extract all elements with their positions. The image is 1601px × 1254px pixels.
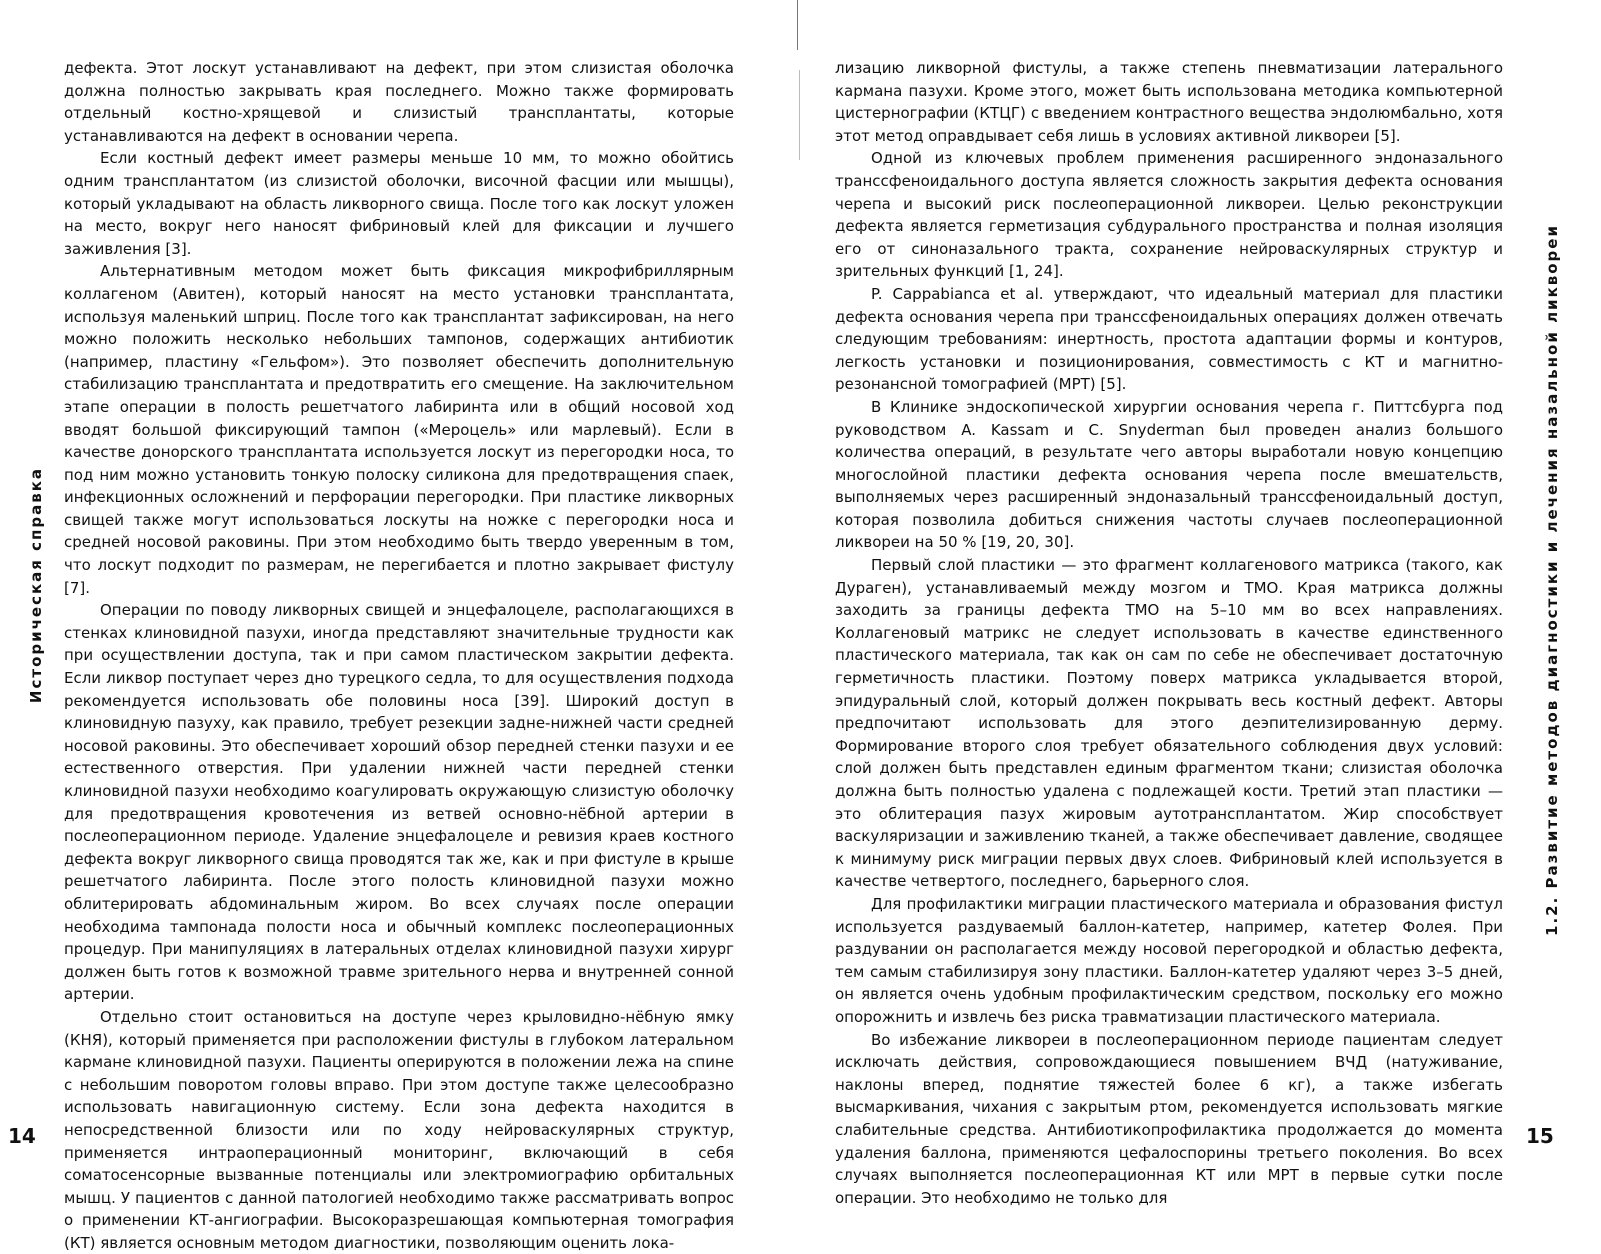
left-body-text bbox=[64, 57, 734, 1254]
paragraph: Операции по поводу ликворных свищей и энцефалоцеле, располагающихся в стенках клиновидной пазухи, иногда представляют значительные трудности как при осуществлении доступа, так и при самом пластическом закрытии дефекта. Если ликвор поступает через дно турецкого седла, то для осуществления подхода рекомендуется использовать обе половины носа [39]. Широкий доступ в клиновидную пазуху, как правило, требует резекции задне-нижней части средней носовой раковины. Это обеспечивает хороший обзор передней стенки пазухи и ее естественного отверстия. При удалении нижней части передней стенки клиновидной пазухи необходимо коагулировать окружающую слизистую оболочку для предотвращения кровотечения из ветвей основно-нёбной артерии в послеоперационном периоде. Удаление энцефалоцеле и ревизия краев костного дефекта вокруг ликворного свища проводятся так же, как и при фистуле в крыше решетчатого лабиринта. После этого полость клиновидной пазухи можно облитерировать абдоминальным жиром. Во всех случаях после операции необходима тампонада полости носа и обычный комплекс послеоперационных процедур. При манипуляциях в латеральных отделах клиновидной пазухи хирург должен быть готов к возможной травме зрительного нерва и внутренней сонной артерии. bbox=[64, 601, 734, 1004]
left-page bbox=[0, 0, 800, 1252]
paragraph: Для профилактики миграции пластического материала и образования фистул используется раздуваемый баллон-катетер, например, катетер Фолея. При раздувании он располагается между носовой перегородкой и областью дефекта, тем самым стабилизируя зону пластики. Баллон-катетер удаляют через 3–5 дней, он является очень удобным профилактическим средством, поскольку его можно опорожнить и извлечь без риска травматизации пластического материала. bbox=[835, 894, 1503, 1026]
paragraph: Отдельно стоит остановиться на доступе через крыловидно-нёбную ямку (КНЯ), который применяется при расположении фистулы в глубоком латеральном кармане клиновидной пазухи. Пациенты оперируются в положении лежа на спине с небольшим поворотом головы вправо. При этом доступе также целесообразно использовать навигационную систему. Если зона дефекта находится в непосредственной близости или по ходу нейроваскулярных структур, применяется интраоперационный мониторинг, включающий в себя соматосенсорные вызванные потенциалы или электромиографию орбитальных мышц. У пациентов с данной патологией необходимо также рассматривать вопрос о применении КТ-ангиографии. Высокоразрешающая компьютерная томография (КТ) является основным методом диагностики, позволяющим оценить лока- bbox=[64, 1007, 734, 1252]
paragraph: Если костный дефект имеет размеры меньше 10 мм, то можно обойтись одним трансплантатом (из слизистой оболочки, височной фасции или мышцы), который укладывают на область ликворного свища. После того как лоскут уложен на место, вокруг него наносят фибриновый клей для фиксации и лучшего заживления [3]. bbox=[64, 149, 734, 258]
paragraph: Во избежание ликвореи в послеоперационном периоде пациентам следует исключать действия, сопровождающиеся повышением ВЧД (натуживание, наклоны вперед, поднятие тяжестей более 6 кг), а также избегать высмаркивания, чихания с закрытым ртом, рекомендуется использовать мягкие слабительные средства. Антибиотикопрофилактика продолжается до момента удаления баллона, применяются цефалоспорины третьего поколения. Во всех случаях выполняется послеоперационная КТ или МРТ в первые сутки после операции. Это необходимо не только для bbox=[835, 1030, 1503, 1207]
right-page bbox=[801, 0, 1601, 1231]
page-number: 14 bbox=[8, 1124, 36, 1148]
paragraph: В Клинике эндоскопической хирургии основания черепа г. Питтсбурга под руководством A. Kassam и C. Snyderman был проведен анализ большого количества операций, в результате чего авторы выработали новую концепцию многослойной пластики дефекта основания черепа после вмешательств, выполняемых через расширенный эндоназальный транссфеноидальный доступ, которая позволила добиться снижения частоты случаев послеоперационной ликвореи на 50 % [19, 20, 30]. bbox=[835, 397, 1503, 552]
paragraph: P. Cappabianca et al. утверждают, что идеальный материал для пластики дефекта основания черепа при транссфеноидальных операциях должен отвечать следующим требованиям: инертность, простота адаптации формы и контуров, легкость установки и позиционирования, совместимость с КТ и магнитно-резонансной томографией (МРТ) [5]. bbox=[835, 284, 1503, 394]
page-number: 15 bbox=[1526, 1124, 1554, 1148]
paragraph: лизацию ликворной фистулы, а также степень пневматизации латерального кармана пазухи. Кроме этого, может быть использована методика компьютерной цистернографии (КТЦГ) с введением контрастного вещества эндолюмбально, хотя этот метод оправдывает себя лишь в условиях активной ликвореи [5]. bbox=[835, 59, 1503, 145]
paragraph: Первый слой пластики — это фрагмент коллагенового матрикса (такого, как Дураген), устанавливаемый между мозгом и ТМО. Края матрикса должны заходить за границы дефекта ТМО на 5–10 мм во всех направлениях. Коллагеновый матрикс не следует использовать в качестве единственного пластического материала, так как он сам по себе не обеспечивает достаточную герметичность пластики. Поэтому поверх матрикса укладывается второй, эпидуральный слой, который должен покрывать весь костный дефект. Авторы предпочитают использовать для этого деэпителизированную дерму. Формирование второго слоя требует обязательного соблюдения двух условий: слой должен быть представлен единым фрагментом ткани; слизистая оболочка должна быть полностью удалена с подлежащей кости. Третий этап пластики — это облитерация пазух жировым аутотрансплантатом. Жир способствует васкуляризации и заживлению тканей, а также обеспечивает давление, сводящее к минимуму риск миграции первых двух слоев. Фибриновый клей используется в качестве четвертого, последнего, барьерного слоя. bbox=[835, 556, 1503, 891]
running-title: 1.2. Развитие методов диагностики и лечения назальной ликвореи bbox=[1543, 224, 1561, 936]
paragraph: Альтернативным методом может быть фиксация микрофибриллярным коллагеном (Авитен), который наносят на место установки трансплантата, используя маленький шприц. После того как трансплантат зафиксирован, на него можно положить несколько небольших тампонов, содержащих антибиотик (например, пластину «Гельфом»). Это позволяет обеспечить дополнительную стабилизацию трансплантата и предотвратить его смещение. На заключительном этапе операции в полость решетчатого лабиринта или в общий носовой ход вводят большой фиксирующий тампон («Мероцель» или марлевый). Если в качестве донорского трансплантата используется лоскут из перегородки носа, то под ним можно установить тонкую полоску силикона для предотвращения спаек, инфекционных осложнений и перфорации перегородки. При пластике ликворных свищей также могут использоваться лоскуты на ножке с перегородки носа и средней носовой раковины. При этом необходимо быть твердо уверенным в том, что лоскут подходит по размерам, не перегибается и плотно закрывает фистулу [7]. bbox=[64, 262, 734, 597]
paragraph: Одной из ключевых проблем применения расширенного эндоназального транссфеноидального доступа является сложность закрытия дефекта основания черепа и высокий риск послеоперационной ликвореи. Целью реконструкции дефекта является герметизация субдурального пространства и полная изоляция его от синоназального тракта, сохранение нейроваскулярных структур и зрительных функций [1, 24]. bbox=[835, 149, 1503, 281]
right-body-text bbox=[835, 57, 1503, 1209]
paragraph: дефекта. Этот лоскут устанавливают на дефект, при этом слизистая оболочка должна полностью закрывать края последнего. Можно также формировать отдельный костно-хрящевой и слизистый трансплантаты, которые устанавливаются на дефект в основании черепа. bbox=[64, 59, 734, 145]
running-title: Историческая справка bbox=[27, 466, 45, 704]
